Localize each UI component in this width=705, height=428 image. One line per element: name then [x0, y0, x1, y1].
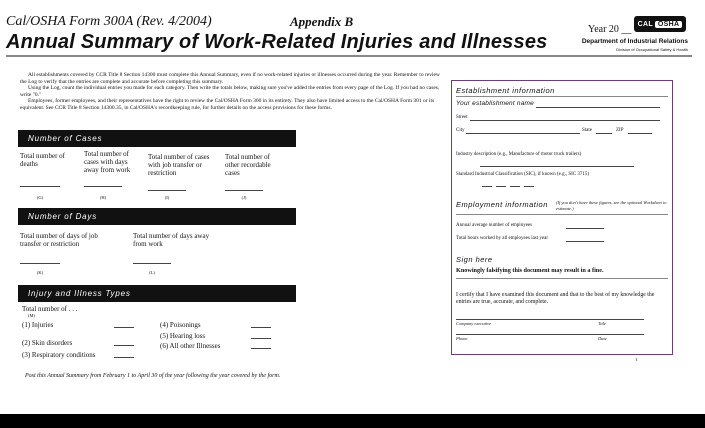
title-label: Title	[598, 321, 607, 326]
executive-signature-field[interactable]	[456, 319, 644, 320]
phone-date-field[interactable]	[456, 334, 644, 335]
street-label: Street	[456, 115, 468, 120]
away-days-label: Total number of days away from work	[133, 232, 210, 248]
injuries-field[interactable]	[114, 327, 134, 328]
code-g: (G)	[36, 195, 44, 200]
poisonings-label: (4) Poisonings	[160, 321, 201, 329]
days-heading: Number of Days	[18, 208, 296, 225]
code-k: (K)	[36, 270, 44, 275]
phone-label: Phone	[456, 336, 468, 341]
cases-heading: Number of Cases	[18, 130, 296, 147]
form-title: Cal/OSHA Form 300A (Rev. 4/2004)	[6, 14, 212, 29]
hearing-loss-label: (5) Hearing loss	[160, 332, 206, 340]
skin-disorders-label: (2) Skin disorders	[22, 339, 73, 347]
department-block	[560, 38, 688, 54]
intro-paragraph-2: Using the Log, count the individual entries you made for each category. Then write the totals below, making sure you've added the entries from every page of the Log. If you had no cases, write "0."	[20, 85, 440, 98]
footer-bar	[0, 414, 705, 428]
code-m: (M)	[28, 313, 35, 318]
days-away-cases-field[interactable]	[84, 186, 122, 187]
sic-digit-2[interactable]	[496, 186, 506, 187]
establishment-heading-rule	[456, 96, 668, 97]
intro-text	[20, 72, 444, 112]
employment-heading: Employment information	[456, 200, 548, 209]
transfer-cases-label: Total number of cases with job transfer or restriction	[148, 153, 210, 177]
injuries-label: (1) Injuries	[22, 321, 54, 329]
posting-note: Post this Annual Summary from February 1 to April 30 of the year following the year covered by the form.	[25, 373, 281, 379]
page-title: Annual Summary of Work-Related Injuries and Illnesses	[6, 31, 548, 53]
average-employees-label: Annual average number of employees	[456, 223, 533, 228]
respiratory-label: (3) Respiratory conditions	[22, 351, 96, 359]
sign-rule	[456, 278, 668, 279]
code-h: (H)	[99, 195, 107, 200]
industry-field[interactable]	[480, 166, 634, 167]
sic-digit-1[interactable]	[482, 186, 492, 187]
date-label: Date	[598, 336, 607, 341]
logo-osha-text: OSHA	[655, 21, 682, 28]
header-rule	[6, 55, 692, 57]
year-label: Year 20 __	[588, 24, 632, 35]
certification-text: I certify that I have examined this document and that to the best of my knowledge the entries are true, accurate, and complete.	[456, 292, 655, 305]
company-executive-label: Company executive	[456, 321, 492, 326]
transfer-days-field[interactable]	[20, 263, 60, 264]
sic-label: Standard Industrial Classification (SIC), if known (e.g., SIC 3715)	[456, 172, 590, 177]
establishment-panel	[451, 80, 673, 355]
division-name: Division of Occupational Safety & Health	[616, 47, 688, 52]
intro-paragraph-1: All establishments covered by CCR Title 8 Section 14300 must complete this Annual Summary, even if no work-related injuries or illnesses occurred during the year. Remember to review the Log to verify that the entries are complete and accurate before completing this summary.	[20, 72, 440, 85]
sign-heading: Sign here	[456, 255, 493, 264]
establishment-name-label: Your establishment name	[456, 100, 534, 107]
industry-label: Industry description (e.g., Manufacture of motor truck trailers)	[456, 152, 582, 157]
appendix-label: Appendix B	[290, 14, 354, 29]
other-illnesses-label: (6) All other Illnesses	[160, 342, 221, 350]
establishment-heading: Establishment information	[456, 86, 555, 95]
code-l: (L)	[149, 270, 155, 275]
logo-cal-text: CAL	[637, 20, 653, 28]
city-field[interactable]	[466, 133, 580, 134]
employment-heading-rule	[456, 214, 668, 215]
zip-label: ZIP	[616, 128, 624, 133]
deaths-label: Total number of deaths	[20, 152, 65, 168]
establishment-name-field[interactable]	[536, 107, 660, 108]
transfer-cases-field[interactable]	[148, 190, 186, 191]
city-label: City	[456, 128, 465, 133]
falsify-warning: Knowingly falsifying this document may result in a fine.	[456, 267, 604, 274]
other-cases-label: Total number of other recordable cases	[225, 153, 271, 177]
intro-paragraph-3: Employees, former employees, and their representatives have the right to review the Cal/OSHA Form 300 in its entirety. They also have limited access to the Cal/OSHA Form 301 or its equivalent. See CCR Title 8 Section 14300.35, in Cal/OSHA's recordkeeping rule, for further details on the access provisions for these forms.	[20, 98, 435, 111]
average-employees-field[interactable]	[566, 228, 604, 229]
types-heading: Injury and Illness Types	[18, 285, 296, 302]
street-field[interactable]	[470, 120, 660, 121]
state-label: State	[582, 128, 592, 133]
other-cases-field[interactable]	[225, 190, 263, 191]
days-away-cases-label: Total number of cases with days away from work	[84, 150, 131, 174]
code-j: (J)	[241, 195, 247, 200]
state-field[interactable]	[596, 133, 612, 134]
employment-note: (If you don't have these figures, see the optional Worksheet to estimate.)	[556, 200, 667, 211]
skin-disorders-field[interactable]	[114, 345, 134, 346]
total-hours-field[interactable]	[566, 241, 604, 242]
hearing-loss-field[interactable]	[251, 338, 271, 339]
code-i: (I)	[164, 195, 170, 200]
other-illnesses-field[interactable]	[251, 348, 271, 349]
types-intro: Total number of . . .	[22, 305, 78, 313]
total-hours-label: Total hours worked by all employees last year	[456, 236, 548, 241]
sic-digit-4[interactable]	[524, 186, 534, 187]
poisonings-field[interactable]	[251, 327, 271, 328]
corner-mark: t	[636, 358, 638, 363]
department-name: Department of Industrial Relations	[581, 38, 688, 45]
cal-osha-logo	[634, 16, 686, 32]
away-days-field[interactable]	[133, 263, 171, 264]
transfer-days-label: Total number of days of job transfer or restriction	[20, 232, 98, 248]
sic-digit-3[interactable]	[510, 186, 520, 187]
zip-field[interactable]	[628, 133, 652, 134]
deaths-field[interactable]	[20, 186, 60, 187]
respiratory-field[interactable]	[114, 357, 134, 358]
